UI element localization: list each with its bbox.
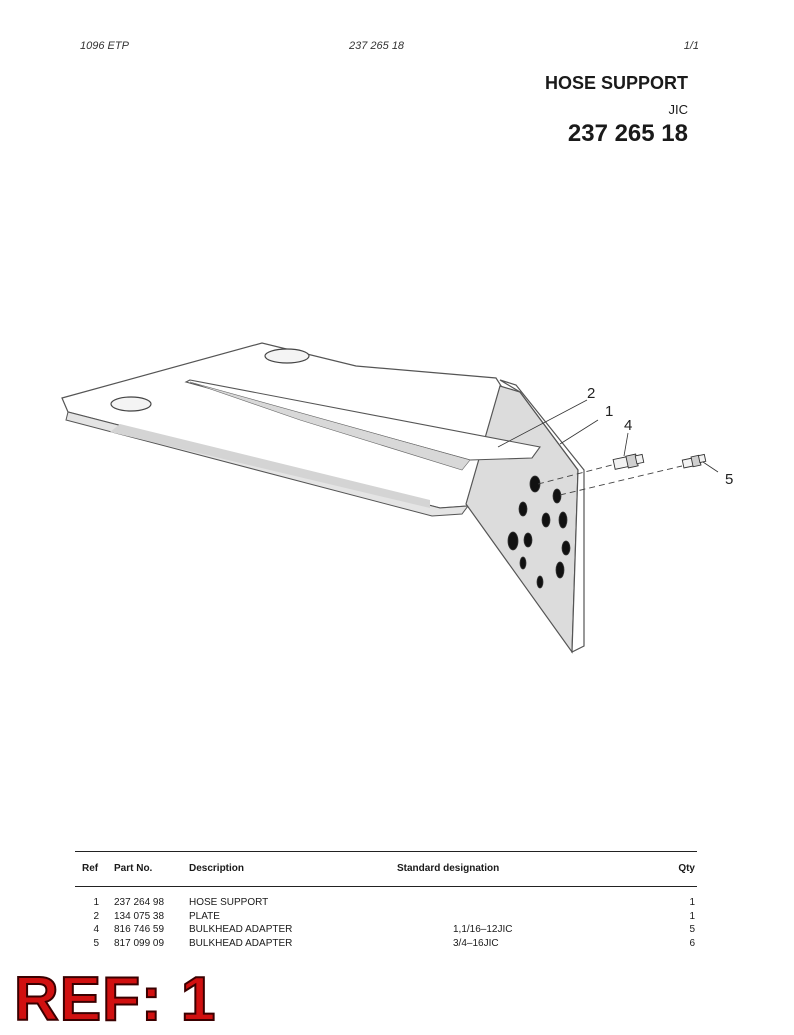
leader-line-4 (624, 433, 628, 456)
row-part-no: 817 099 09 (114, 938, 165, 950)
row-description: BULKHEAD ADAPTER (189, 938, 293, 950)
col-header-standard: Standard designation (397, 863, 500, 874)
col-header-qty: Qty (678, 863, 695, 874)
row-part-no: 237 264 98 (114, 897, 165, 908)
callout-5: 5 (725, 471, 734, 488)
parts-list-table (75, 851, 697, 952)
assembly-part-number: 237 265 18 (567, 120, 688, 147)
row-standard: 1,1/16–12JIC (453, 924, 513, 936)
row-description: BULKHEAD ADAPTER (189, 924, 293, 936)
callout-4: 4 (624, 417, 633, 434)
row-part-no: 134 075 38 (114, 910, 165, 922)
callout-1: 1 (605, 403, 614, 420)
row-description: PLATE (189, 910, 220, 922)
leader-line-5 (703, 462, 718, 472)
ref-stamp: REF: 1 (14, 965, 217, 1034)
row-ref: 2 (93, 910, 99, 922)
row-standard: 3/4–16JIC (453, 938, 499, 950)
assembly-title: HOSE SUPPORT (544, 73, 688, 93)
row-description: HOSE SUPPORT (189, 897, 269, 908)
assembly-variant: JIC (668, 102, 688, 117)
row-qty: 1 (689, 897, 695, 908)
table-row (75, 938, 697, 952)
table-header-row (75, 852, 697, 886)
table-body (75, 887, 697, 952)
leader-line-1 (560, 420, 598, 444)
callout-2: 2 (587, 385, 596, 402)
bulkhead-adapter-5 (682, 454, 705, 468)
col-header-part-no: Part No. (114, 863, 153, 874)
row-qty: 6 (689, 938, 695, 950)
mounting-hole-left (111, 397, 151, 411)
table-row (75, 924, 697, 938)
table-row (75, 897, 697, 911)
row-ref: 5 (93, 938, 99, 950)
col-header-description: Description (189, 863, 245, 874)
row-qty: 5 (689, 924, 695, 936)
row-part-no: 816 746 59 (114, 924, 165, 936)
page-count: 1/1 (683, 40, 699, 52)
row-qty: 1 (689, 910, 695, 922)
row-ref: 4 (93, 924, 99, 936)
row-ref: 1 (93, 897, 99, 908)
table-row (75, 911, 697, 925)
header-part-number: 237 265 18 (349, 40, 405, 52)
mounting-hole-right (265, 349, 309, 363)
bulkhead-adapter-4 (613, 454, 644, 469)
doc-code: 1096 ETP (80, 40, 129, 52)
col-header-ref: Ref (82, 863, 99, 874)
